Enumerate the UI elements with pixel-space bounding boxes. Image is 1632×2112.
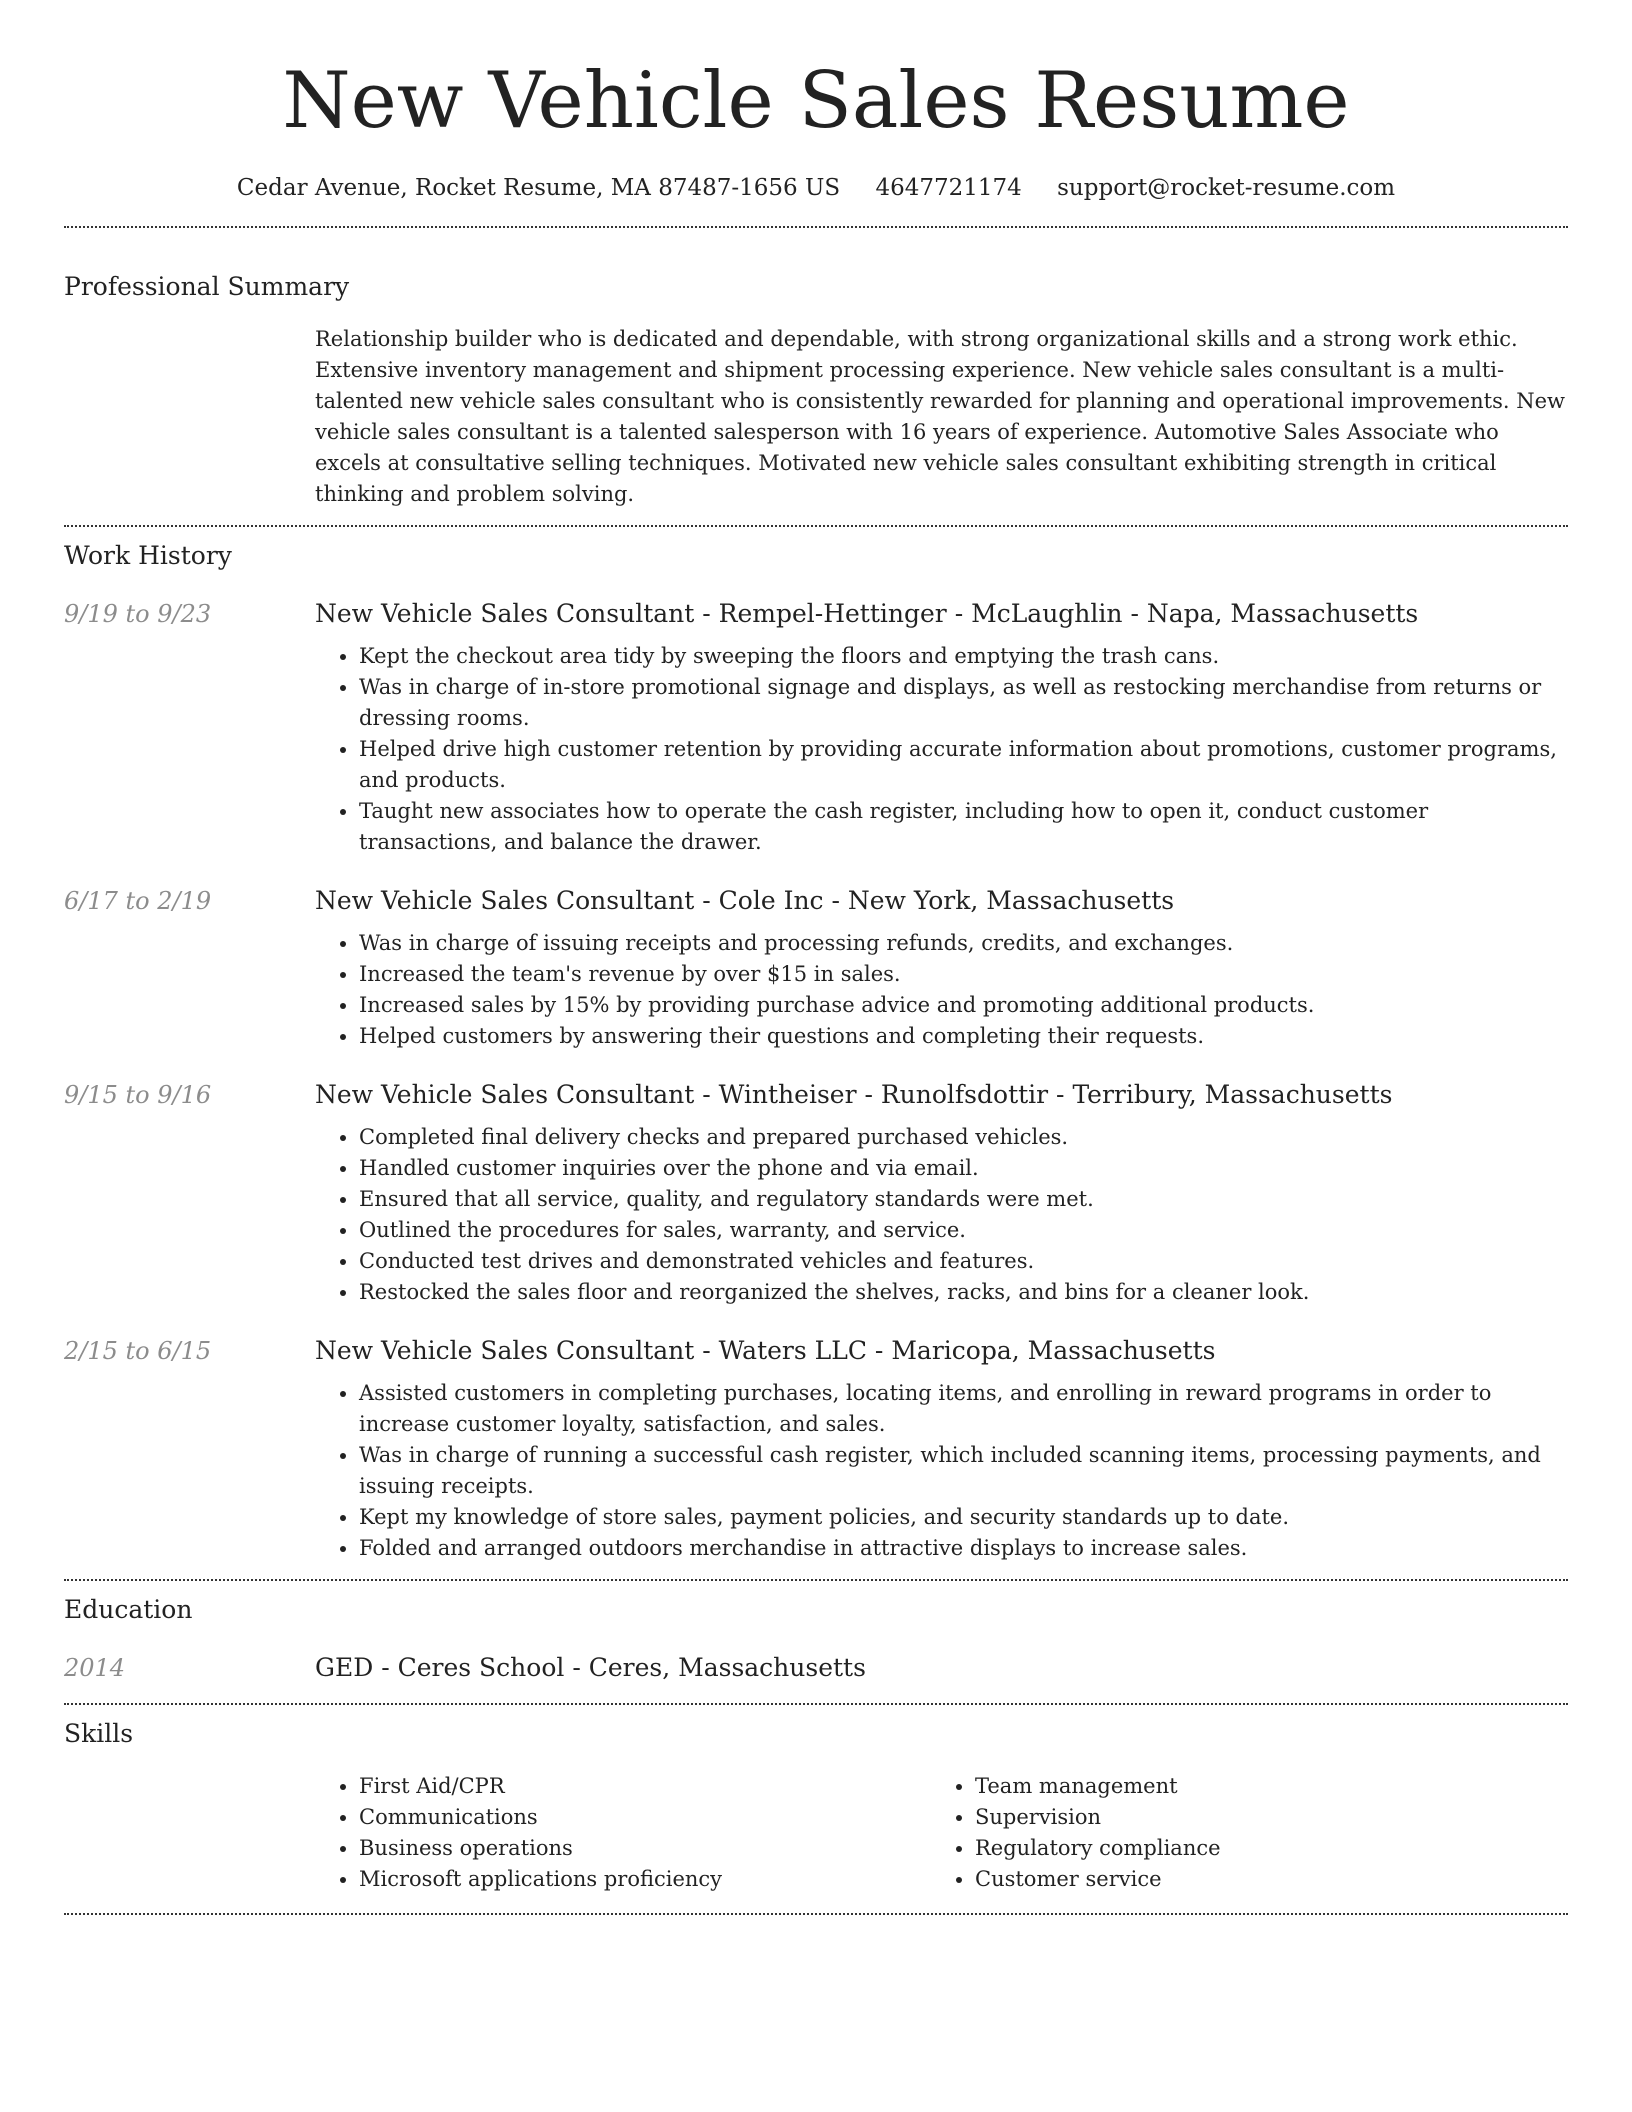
job-dates: 6/17 to 2/19 xyxy=(64,887,212,915)
summary-text: Relationship builder who is dedicated and dependable, with strong organizational skills and a strong work ethic. Extensive inventory management and shipment processing experience. New vehicle sales consultant is a multi-talented new vehicle sales consultant who is consistently rewarded for planning and operational improvements. New vehicle sales consultant is a talented salesperson with 16 years of experience. Automotive Sales Associate who excels at consultative selling techniques. Motivated new vehicle sales consultant exhibiting strength in critical thinking and problem solving. xyxy=(315,327,1565,506)
job-content xyxy=(315,1078,1568,1308)
section-title-summary: Professional Summary xyxy=(64,272,350,301)
job-bullets xyxy=(315,928,1568,1052)
list-item: • Increased sales by 15% by providing purchase advice and promoting additional products. xyxy=(359,990,1568,1021)
list-item: • Helped customers by answering their questions and completing their requests. xyxy=(359,1021,1568,1052)
list-item: • Conducted test drives and demonstrated vehicles and features. xyxy=(359,1246,1568,1277)
skills-grid xyxy=(315,1771,1568,1895)
contact-address: Cedar Avenue, Rocket Resume, MA 87487-1656 US xyxy=(236,175,841,201)
list-item: • Assisted customers in completing purchases, locating items, and enrolling in reward programs in order to increase customer loyalty, satisfaction, and sales. xyxy=(359,1378,1568,1440)
skill-item: • Customer service xyxy=(975,1864,1547,1895)
list-item: • Was in charge of issuing receipts and processing refunds, credits, and exchanges. xyxy=(359,928,1568,959)
job-bullets xyxy=(315,1122,1568,1308)
summary-section xyxy=(64,228,1568,510)
education-heading: GED - Ceres School - Ceres, Massachusetts xyxy=(315,1653,866,1682)
list-item: • Completed final delivery checks and prepared purchased vehicles. xyxy=(359,1122,1568,1153)
job-content xyxy=(315,884,1568,1052)
section-title-education: Education xyxy=(64,1595,193,1624)
job-entry xyxy=(64,1334,1568,1564)
job-entry xyxy=(64,1078,1568,1308)
job-entry xyxy=(64,884,1568,1052)
contact-email: support@rocket-resume.com xyxy=(1057,175,1396,201)
resume-header xyxy=(64,0,1568,204)
job-heading: New Vehicle Sales Consultant - Waters LLC - Maricopa, Massachusetts xyxy=(315,1336,1216,1365)
list-item: • Increased the team's revenue by over $15 in sales. xyxy=(359,959,1568,990)
list-item: • Ensured that all service, quality, and regulatory standards were met. xyxy=(359,1184,1568,1215)
skills-column xyxy=(931,1771,1547,1895)
skill-item: • Communications xyxy=(359,1802,931,1833)
list-item: • Taught new associates how to operate the cash register, including how to open it, conduct customer transactions, and balance the drawer. xyxy=(359,796,1568,858)
list-item: • Was in charge of in-store promotional signage and displays, as well as restocking merchandise from returns or dressing rooms. xyxy=(359,672,1568,734)
job-heading: New Vehicle Sales Consultant - Wintheiser - Runolfsdottir - Terribury, Massachusetts xyxy=(315,1080,1393,1109)
job-content xyxy=(315,1334,1568,1564)
skills-column xyxy=(315,1771,931,1895)
skill-item: • Regulatory compliance xyxy=(975,1833,1547,1864)
skills-list xyxy=(315,1771,931,1895)
job-dates: 9/15 to 9/16 xyxy=(64,1081,212,1109)
job-bullets xyxy=(315,641,1568,858)
section-title-skills: Skills xyxy=(64,1719,134,1748)
skill-item: • First Aid/CPR xyxy=(359,1771,931,1802)
list-item: • Folded and arranged outdoors merchandise in attractive displays to increase sales. xyxy=(359,1533,1568,1564)
education-year: 2014 xyxy=(64,1654,126,1682)
list-item: • Outlined the procedures for sales, warranty, and service. xyxy=(359,1215,1568,1246)
list-item: • Kept the checkout area tidy by sweeping the floors and emptying the trash cans. xyxy=(359,641,1568,672)
divider xyxy=(64,1913,1568,1915)
job-heading: New Vehicle Sales Consultant - Rempel-Hettinger - McLaughlin - Napa, Massachusetts xyxy=(315,599,1419,628)
skill-item: • Team management xyxy=(975,1771,1547,1802)
list-item: • Handled customer inquiries over the phone and via email. xyxy=(359,1153,1568,1184)
skill-item: • Business operations xyxy=(359,1833,931,1864)
education-entry xyxy=(64,1651,1568,1685)
skills-section xyxy=(64,1705,1568,1895)
job-dates: 9/19 to 9/23 xyxy=(64,600,212,628)
list-item: • Restocked the sales floor and reorganized the shelves, racks, and bins for a cleaner look. xyxy=(359,1277,1568,1308)
skills-list xyxy=(931,1771,1547,1895)
list-item: • Helped drive high customer retention by providing accurate information about promotions, customer programs, and products. xyxy=(359,734,1568,796)
job-heading: New Vehicle Sales Consultant - Cole Inc - New York, Massachusetts xyxy=(315,886,1175,915)
job-content xyxy=(315,597,1568,858)
contact-phone: 4647721174 xyxy=(875,175,1022,201)
job-dates: 2/15 to 6/15 xyxy=(64,1337,212,1365)
contact-line xyxy=(64,172,1568,204)
skill-item: • Supervision xyxy=(975,1802,1547,1833)
list-item: • Was in charge of running a successful cash register, which included scanning items, processing payments, and issuing receipts. xyxy=(359,1440,1568,1502)
work-history-section xyxy=(64,527,1568,1564)
job-entry xyxy=(64,597,1568,858)
skill-item: • Microsoft applications proficiency xyxy=(359,1864,931,1895)
education-content xyxy=(315,1651,1568,1685)
section-title-work-history: Work History xyxy=(64,541,232,570)
list-item: • Kept my knowledge of store sales, payment policies, and security standards up to date. xyxy=(359,1502,1568,1533)
resume-name: New Vehicle Sales Resume xyxy=(282,56,1350,146)
job-bullets xyxy=(315,1378,1568,1564)
education-section xyxy=(64,1581,1568,1685)
